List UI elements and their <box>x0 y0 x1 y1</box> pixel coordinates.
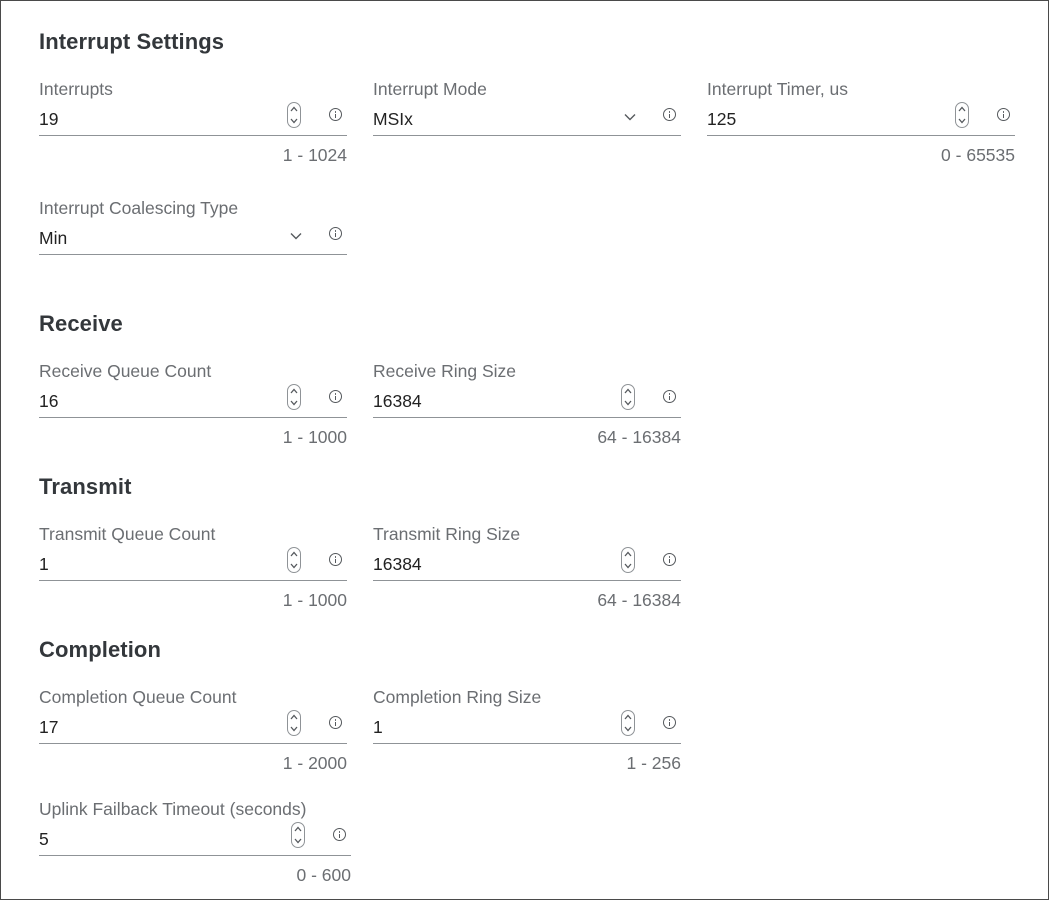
uplink-failback-timeout-input[interactable] <box>39 828 351 856</box>
stepper-up-icon[interactable] <box>622 711 634 723</box>
transmit-ring-size-input[interactable] <box>373 553 681 581</box>
chevron-down-icon[interactable] <box>623 110 637 124</box>
transmit-queue-count-stepper[interactable] <box>287 547 301 573</box>
completion-queue-count-stepper[interactable] <box>287 710 301 736</box>
receive-ring-size-value[interactable]: 16384 <box>373 391 422 411</box>
completion-queue-count-range: 1 - 2000 <box>282 753 347 773</box>
interrupts-label: Interrupts <box>39 79 113 99</box>
completion-ring-size-field <box>373 686 681 774</box>
info-icon[interactable] <box>997 108 1010 121</box>
interrupts-input[interactable] <box>39 108 347 136</box>
interrupt-timer-value[interactable]: 125 <box>707 109 737 129</box>
receive-ring-size-field <box>373 360 681 448</box>
info-icon[interactable] <box>663 108 676 121</box>
completion-ring-size-range: 1 - 256 <box>626 753 681 773</box>
uplink-failback-timeout-stepper[interactable] <box>291 822 305 848</box>
receive-ring-size-stepper[interactable] <box>621 384 635 410</box>
stepper-up-icon[interactable] <box>288 103 300 115</box>
receive-ring-size-label: Receive Ring Size <box>373 361 516 381</box>
transmit-ring-size-value[interactable]: 16384 <box>373 554 422 574</box>
uplink-failback-timeout-field <box>39 798 351 886</box>
transmit-ring-size-range: 64 - 16384 <box>597 590 681 610</box>
stepper-up-icon[interactable] <box>622 548 634 560</box>
interrupts-value[interactable]: 19 <box>39 109 59 129</box>
stepper-down-icon[interactable] <box>956 115 968 127</box>
completion-queue-count-label: Completion Queue Count <box>39 687 237 707</box>
receive-queue-count-range: 1 - 1000 <box>282 427 347 447</box>
uplink-failback-timeout-label: Uplink Failback Timeout (seconds) <box>39 799 307 819</box>
transmit-queue-count-label: Transmit Queue Count <box>39 524 216 544</box>
coalescing-type-select[interactable] <box>39 227 347 255</box>
coalescing-type-field <box>39 197 347 255</box>
transmit-queue-count-input[interactable] <box>39 553 347 581</box>
completion-ring-size-input[interactable] <box>373 716 681 744</box>
completion-ring-size-value[interactable]: 1 <box>373 717 383 737</box>
coalescing-type-label: Interrupt Coalescing Type <box>39 198 239 218</box>
stepper-down-icon[interactable] <box>292 835 304 847</box>
info-icon[interactable] <box>329 716 342 729</box>
interrupts-stepper[interactable] <box>287 102 301 128</box>
completion-queue-count-input[interactable] <box>39 716 347 744</box>
receive-queue-count-value[interactable]: 16 <box>39 391 59 411</box>
stepper-up-icon[interactable] <box>288 548 300 560</box>
stepper-up-icon[interactable] <box>956 103 968 115</box>
section-title-receive: Receive <box>39 311 123 336</box>
interrupt-mode-value[interactable]: MSIx <box>373 109 413 129</box>
completion-ring-size-label: Completion Ring Size <box>373 687 542 707</box>
stepper-down-icon[interactable] <box>622 723 634 735</box>
receive-ring-size-range: 64 - 16384 <box>597 427 681 447</box>
section-title-transmit: Transmit <box>39 474 132 499</box>
info-icon[interactable] <box>663 553 676 566</box>
interrupt-timer-range: 0 - 65535 <box>941 145 1015 165</box>
stepper-down-icon[interactable] <box>288 115 300 127</box>
receive-queue-count-label: Receive Queue Count <box>39 361 212 381</box>
section-title-interrupt-settings: Interrupt Settings <box>39 29 225 54</box>
receive-queue-count-input[interactable] <box>39 390 347 418</box>
stepper-down-icon[interactable] <box>622 560 634 572</box>
transmit-queue-count-range: 1 - 1000 <box>282 590 347 610</box>
interrupt-mode-label: Interrupt Mode <box>373 79 487 99</box>
stepper-down-icon[interactable] <box>288 560 300 572</box>
interrupts-field <box>39 78 347 166</box>
interrupt-timer-input[interactable] <box>707 108 1015 136</box>
info-icon[interactable] <box>329 390 342 403</box>
receive-queue-count-field <box>39 360 347 448</box>
info-icon[interactable] <box>663 716 676 729</box>
transmit-ring-size-stepper[interactable] <box>621 547 635 573</box>
coalescing-type-value[interactable]: Min <box>39 228 68 248</box>
transmit-queue-count-field <box>39 523 347 611</box>
uplink-failback-timeout-value[interactable]: 5 <box>39 829 49 849</box>
transmit-ring-size-label: Transmit Ring Size <box>373 524 521 544</box>
interrupt-mode-select[interactable] <box>373 108 681 136</box>
stepper-up-icon[interactable] <box>292 823 304 835</box>
receive-queue-count-stepper[interactable] <box>287 384 301 410</box>
transmit-queue-count-value[interactable]: 1 <box>39 554 49 574</box>
info-icon[interactable] <box>329 227 342 240</box>
stepper-up-icon[interactable] <box>288 711 300 723</box>
interrupts-range: 1 - 1024 <box>282 145 347 165</box>
receive-ring-size-input[interactable] <box>373 390 681 418</box>
completion-queue-count-field <box>39 686 347 774</box>
interrupt-mode-field <box>373 78 681 136</box>
stepper-up-icon[interactable] <box>622 385 634 397</box>
chevron-down-icon[interactable] <box>289 229 303 243</box>
transmit-ring-size-field <box>373 523 681 611</box>
info-icon[interactable] <box>333 828 346 841</box>
stepper-up-icon[interactable] <box>288 385 300 397</box>
completion-queue-count-value[interactable]: 17 <box>39 717 59 737</box>
info-icon[interactable] <box>329 108 342 121</box>
info-icon[interactable] <box>663 390 676 403</box>
section-title-completion: Completion <box>39 637 161 662</box>
uplink-failback-timeout-range: 0 - 600 <box>296 865 351 885</box>
interrupt-timer-label: Interrupt Timer, us <box>707 79 849 99</box>
stepper-down-icon[interactable] <box>288 397 300 409</box>
stepper-down-icon[interactable] <box>622 397 634 409</box>
completion-ring-size-stepper[interactable] <box>621 710 635 736</box>
info-icon[interactable] <box>329 553 342 566</box>
stepper-down-icon[interactable] <box>288 723 300 735</box>
interrupt-timer-field <box>707 78 1015 166</box>
interrupt-timer-stepper[interactable] <box>955 102 969 128</box>
